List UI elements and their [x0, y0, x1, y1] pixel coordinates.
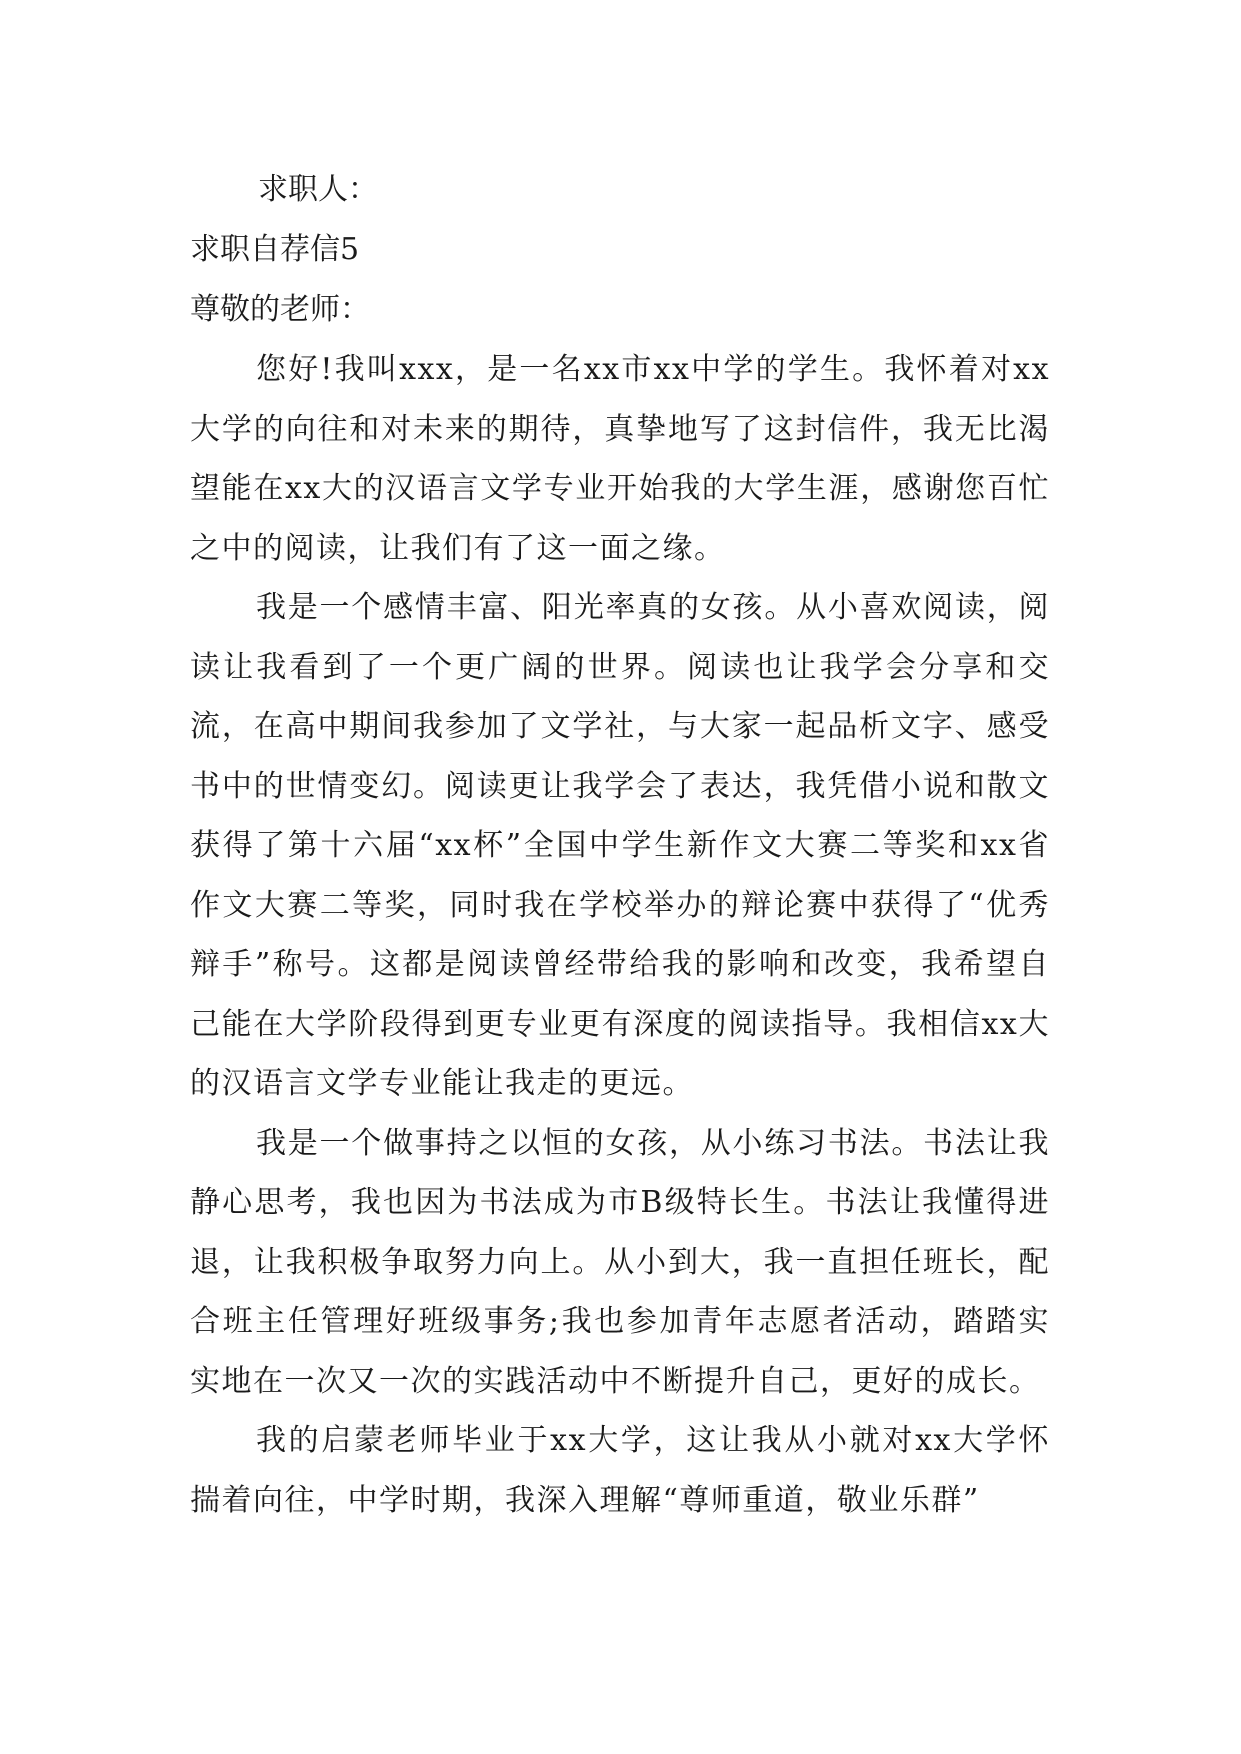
paragraph-calligraphy: 我是一个做事持之以恒的女孩，从小练习书法。书法让我静心思考，我也因为书法成为市B级特长生。书法让我懂得进退，让我积极争取努力向上。从小到大，我一直担任班长，配合班主任管理好班级事务;我也参加青年志愿者活动，踏踏实实地在一次又一次的实践活动中不断提升自己，更好的成长。 — [190, 1125, 1050, 1399]
paragraph-greeting: 您好!我叫xxx，是一名xx市xx中学的学生。我怀着对xx大学的向往和对未来的期待，真挚地写了这封信件，我无比渴望能在xx大的汉语言文学专业开始我的大学生涯，感谢您百忙之中的阅读，让我们有了这一面之缘。 — [190, 352, 1050, 566]
closing-label: 求职人： — [258, 172, 378, 207]
salutation: 尊敬的老师： — [190, 292, 370, 327]
paragraph-reading: 我是一个感情丰富、阳光率真的女孩。从小喜欢阅读，阅读让我看到了一个更广阔的世界。阅读也让我学会分享和交流，在高中期间我参加了文学社，与大家一起品析文字、感受书中的世情变幻。阅读更让我学会了表达，我凭借小说和散文获得了第十六届“xx杯”全国中学生新作文大赛二等奖和xx省作文大赛二等奖，同时我在学校举办的辩论赛中获得了“优秀辩手”称号。这都是阅读曾经带给我的影响和改变，我希望自己能在大学阶段得到更专业更有深度的阅读指导。我相信xx大的汉语言文学专业能让我走的更远。 — [190, 590, 1050, 1101]
paragraph-teacher: 我的启蒙老师毕业于xx大学，这让我从小就对xx大学怀揣着向往，中学时期，我深入理解“尊师重道，敬业乐群” — [190, 1423, 1050, 1518]
letter-body — [190, 160, 1050, 1530]
letter-heading: 求职自荐信5 — [190, 232, 360, 267]
